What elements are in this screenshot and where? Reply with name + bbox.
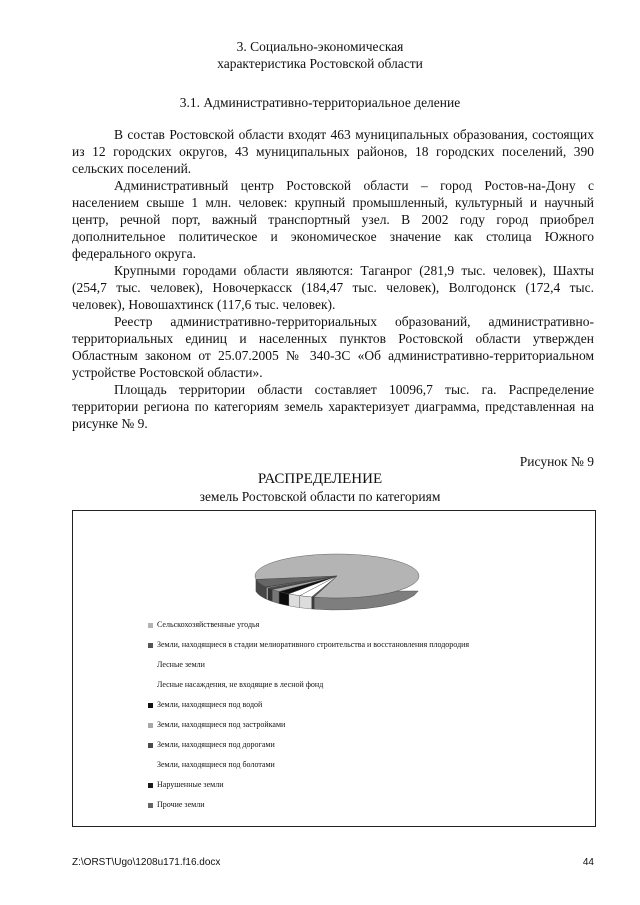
legend-swatch — [148, 683, 153, 688]
legend-label: Земли, находящиеся под болотами — [157, 760, 275, 769]
pie-chart — [73, 511, 595, 611]
paragraph: Крупными городами области являются: Таганрог (281,9 тыс. человек), Шахты (254,7 тыс. человек), Новочеркасск (184,47 тыс. человек), Волгодонск (172,4 тыс. человек), Новошахтинск (117,6 тыс. человек). — [72, 263, 594, 312]
pie-slice-side — [268, 588, 272, 602]
legend-item — [148, 675, 469, 695]
legend-swatch — [148, 743, 153, 748]
legend-label: Земли, находящиеся в стадии мелиоративного строительства и восстановления плодородия — [157, 640, 470, 649]
legend-swatch — [148, 643, 153, 648]
legend-label: Лесные земли — [157, 660, 205, 669]
legend-item — [148, 755, 469, 775]
legend-swatch — [148, 623, 153, 628]
pie-slice-side — [266, 587, 267, 600]
legend-swatch — [148, 723, 153, 728]
legend-swatch — [148, 763, 153, 768]
paragraph: Площадь территории области составляет 10096,7 тыс. га. Распределение территории региона по категориям земель характеризует диаграмма, представленная на рисунке № 9. — [72, 382, 594, 431]
legend-label: Земли, находящиеся под водой — [157, 700, 263, 709]
chart-title: РАСПРЕДЕЛЕНИЕ — [257, 471, 383, 487]
legend-label: Нарушенные земли — [157, 780, 224, 789]
paragraph: Реестр административно-территориальных образований, административно-территориальных единиц и населенных пунктов Ростовской области утвержден Областным законом от 25.07.2005 № 340-ЗС «Об административно-территориальном устройстве Ростовской области». — [72, 314, 594, 380]
footer-file-path: Z:\ORST\Ugo\1208u171.f16.docx — [72, 857, 221, 868]
chart-subtitle: земель Ростовской области по категориям — [199, 489, 441, 504]
legend-item — [148, 655, 469, 675]
subsection-heading: 3.1. Административно-территориальное деление — [179, 95, 461, 110]
legend-swatch — [148, 803, 153, 808]
legend-label: Земли, находящиеся под дорогами — [157, 740, 275, 749]
paragraph: Административный центр Ростовской области – город Ростов-на-Дону с населением свыше 1 млн. человек: крупный промышленный, культурный и научный центр, речной порт, важный транспортный узел. В 2002 году город приобрел дополнительное политическое и экономическое значение как столица Южного федерального округа. — [72, 178, 594, 261]
legend-label: Прочие земли — [157, 800, 205, 809]
legend-swatch — [148, 783, 153, 788]
legend-item — [148, 715, 469, 735]
legend-label: Земли, находящиеся под застройками — [157, 720, 286, 729]
section-heading-line1: 3. Социально-экономическая — [236, 39, 404, 54]
legend-item — [148, 735, 469, 755]
chart-legend — [148, 615, 469, 815]
legend-label: Лесные насаждения, не входящие в лесной фонд — [157, 680, 324, 689]
chart-frame — [72, 510, 596, 827]
pie-slice-side — [272, 589, 279, 603]
body-text — [72, 126, 594, 432]
legend-item — [148, 695, 469, 715]
legend-swatch — [148, 703, 153, 708]
section-heading-line2: характеристика Ростовской области — [217, 56, 423, 71]
pie-slice-side — [289, 594, 300, 608]
pie-slice-side — [312, 597, 314, 609]
legend-item — [148, 775, 469, 795]
footer-page-number: 44 — [582, 857, 594, 868]
section-heading — [0, 38, 640, 72]
legend-item — [148, 615, 469, 635]
figure-label: Рисунок № 9 — [519, 454, 594, 469]
legend-swatch — [148, 663, 153, 668]
pie-slice-side — [300, 596, 312, 609]
legend-item — [148, 635, 469, 655]
legend-label: Сельскохозяйственные угодья — [157, 620, 260, 629]
paragraph: В состав Ростовской области входят 463 муниципальных образования, состоящих из 12 городских округов, 43 муниципальных районов, 18 городских поселений, 390 сельских поселений. — [72, 127, 594, 176]
legend-item — [148, 795, 469, 815]
